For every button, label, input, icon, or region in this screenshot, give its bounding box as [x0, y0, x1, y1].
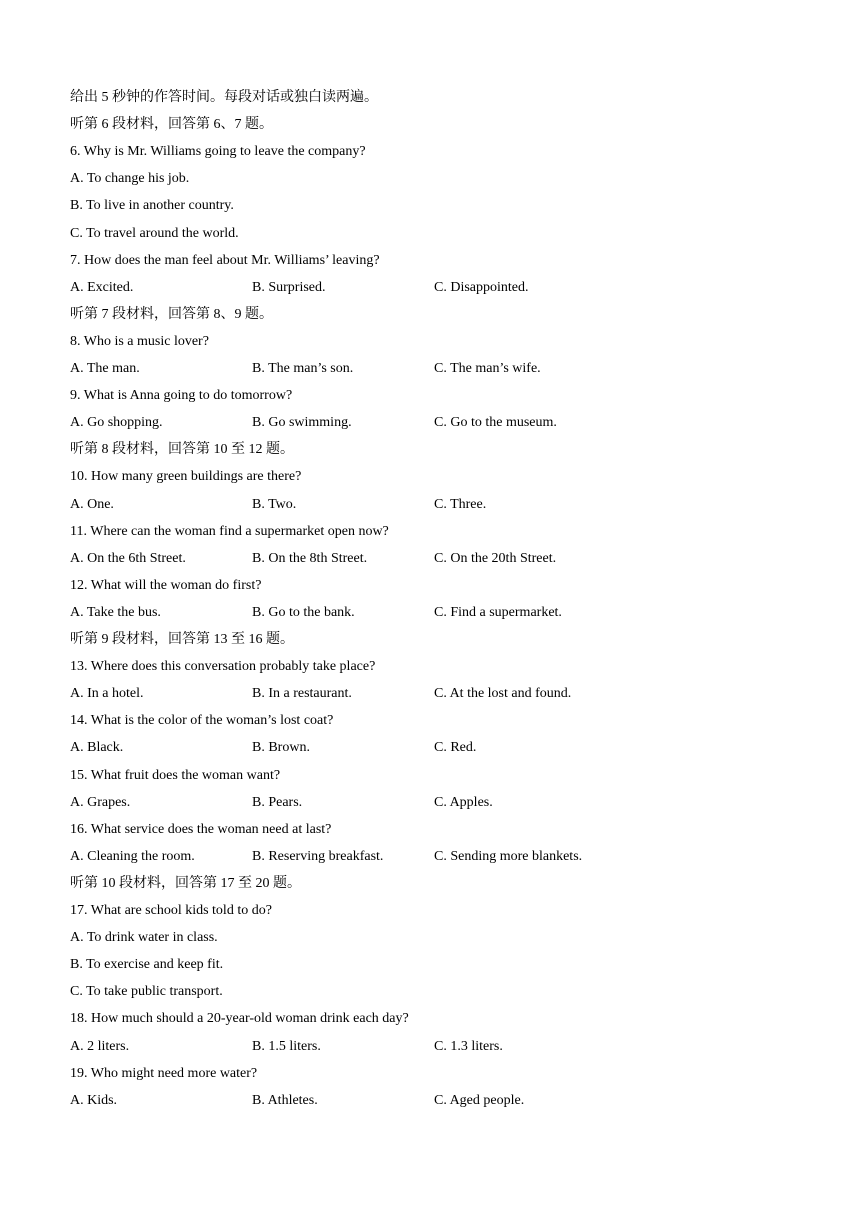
- question-line: 16. What service does the woman need at last?: [70, 821, 332, 837]
- options-row: [70, 848, 770, 866]
- options-row: [70, 360, 770, 378]
- section-instruction: 听第 8 段材料，回答第 10 至 12 题。: [70, 442, 294, 458]
- question-line: 7. How does the man feel about Mr. Williams’ leaving?: [70, 252, 380, 268]
- option-b: B. The man’s son.: [252, 361, 354, 376]
- option-a: A. Go shopping.: [70, 415, 163, 431]
- option-a: A. In a hotel.: [70, 686, 144, 702]
- option-b: B. Two.: [252, 496, 297, 512]
- option-c: C. Three.: [434, 496, 487, 512]
- options-row: [70, 279, 770, 297]
- option-c: C. Aged people.: [434, 1092, 525, 1108]
- section-instruction: 听第 6 段材料，回答第 6、7 题。: [70, 117, 273, 133]
- options-row: [70, 1092, 770, 1110]
- question-line: 19. Who might need more water?: [70, 1065, 258, 1081]
- option-b: B. Go to the bank.: [252, 604, 355, 620]
- option-line: B. To exercise and keep fit.: [70, 957, 224, 973]
- option-c: C. Sending more blankets.: [434, 848, 583, 864]
- section-instruction: 听第 10 段材料，回答第 17 至 20 题。: [70, 875, 301, 891]
- options-row: [70, 604, 770, 622]
- question-line: 15. What fruit does the woman want?: [70, 767, 281, 783]
- option-a: A. The man.: [70, 361, 140, 376]
- option-a: A. One.: [70, 496, 114, 512]
- option-c: C. Apples.: [434, 794, 493, 810]
- option-c: C. The man’s wife.: [434, 361, 541, 376]
- question-line: 6. Why is Mr. Williams going to leave the company?: [70, 144, 366, 160]
- question-line: 17. What are school kids told to do?: [70, 903, 272, 918]
- option-b: B. In a restaurant.: [252, 686, 352, 702]
- option-c: C. 1.3 liters.: [434, 1038, 503, 1054]
- question-line: 10. How many green buildings are there?: [70, 469, 302, 485]
- option-b: B. 1.5 liters.: [252, 1038, 321, 1054]
- options-row: [70, 794, 770, 812]
- options-row: [70, 739, 770, 757]
- option-a: A. Excited.: [70, 279, 134, 295]
- section-instruction: 听第 9 段材料，回答第 13 至 16 题。: [70, 632, 294, 647]
- option-b: B. Athletes.: [252, 1092, 318, 1108]
- option-b: B. On the 8th Street.: [252, 550, 368, 566]
- option-b: B. Pears.: [252, 794, 303, 810]
- option-c: C. Disappointed.: [434, 279, 529, 295]
- options-row: [70, 550, 770, 568]
- option-a: A. Take the bus.: [70, 604, 161, 620]
- option-line: C. To take public transport.: [70, 984, 223, 1000]
- question-line: 13. Where does this conversation probably take place?: [70, 659, 376, 675]
- options-row: [70, 685, 770, 703]
- option-b: B. Brown.: [252, 740, 310, 756]
- option-a: A. On the 6th Street.: [70, 550, 186, 566]
- instruction-line: 给出 5 秒钟的作答时间。每段对话或独白读两遍。: [70, 90, 378, 105]
- question-line: 18. How much should a 20-year-old woman drink each day?: [70, 1011, 409, 1027]
- option-a: A. Black.: [70, 740, 124, 756]
- option-line: A. To drink water in class.: [70, 930, 218, 946]
- option-line: C. To travel around the world.: [70, 225, 239, 241]
- option-a: A. Grapes.: [70, 794, 131, 810]
- option-line: B. To live in another country.: [70, 198, 234, 214]
- option-c: C. Red.: [434, 740, 477, 756]
- option-b: B. Go swimming.: [252, 415, 352, 431]
- option-a: A. 2 liters.: [70, 1038, 130, 1054]
- option-b: B. Surprised.: [252, 279, 326, 295]
- option-c: C. Go to the museum.: [434, 415, 557, 431]
- question-line: 12. What will the woman do first?: [70, 577, 262, 593]
- option-line: A. To change his job.: [70, 171, 190, 187]
- option-b: B. Reserving breakfast.: [252, 848, 384, 864]
- options-row: [70, 1038, 770, 1056]
- option-c: C. At the lost and found.: [434, 686, 572, 702]
- question-line: 14. What is the color of the woman’s lost coat?: [70, 713, 334, 729]
- section-instruction: 听第 7 段材料，回答第 8、9 题。: [70, 306, 273, 322]
- question-line: 9. What is Anna going to do tomorrow?: [70, 388, 293, 404]
- options-row: [70, 496, 770, 514]
- option-a: A. Cleaning the room.: [70, 848, 195, 864]
- question-line: 11. Where can the woman find a supermarket open now?: [70, 523, 389, 539]
- question-line: 8. Who is a music lover?: [70, 333, 209, 349]
- option-a: A. Kids.: [70, 1092, 118, 1108]
- options-row: [70, 414, 770, 432]
- option-c: C. On the 20th Street.: [434, 550, 557, 566]
- option-c: C. Find a supermarket.: [434, 604, 562, 620]
